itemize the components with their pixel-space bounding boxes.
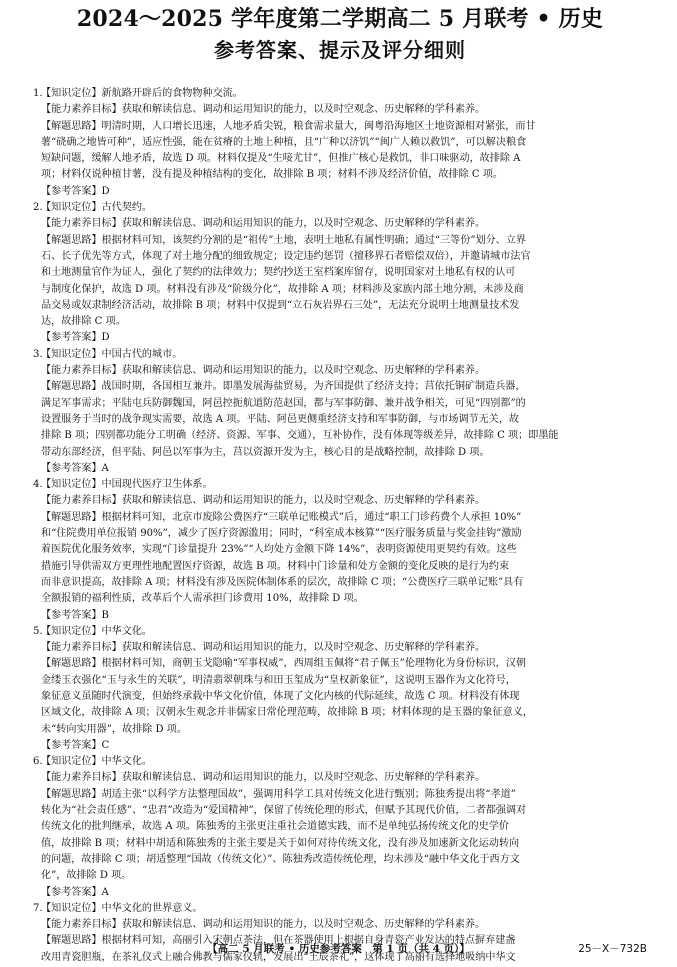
answer-text: 化”，故排除 D 项。 [41, 870, 132, 882]
answer-text: 短缺问题，缓解人地矛盾，故选 D 项。材料仅提及“生唼尤甘”，但推广核心是救饥，非口味驱动，故排除 A [41, 153, 521, 165]
answer-line [33, 656, 647, 672]
answer-line [33, 233, 647, 249]
answer-line [33, 901, 647, 917]
answer-text: 设置服务于当时的战争现实需要，故选 A 项。平陆、阿邑更侧重经济支持和军事防御，与市场调节无关，故 [41, 413, 520, 425]
answer-line [33, 330, 647, 346]
answer-line [33, 917, 647, 933]
answer-text: 区域文化，故排除 A 项；汉朝永生观念并非儒家日常伦理范畴，故排除 B 项；材料体现的是玉器的象征意义， [41, 707, 533, 719]
answer-text: 转化为“社会责任感”、“忠君”改造为“爱国精神”，保留了传统伦理的形式，但赋予其现代价值，二者都强调对 [41, 805, 527, 817]
answer-text: 满足军事需求；平陆屯兵防御魏国，阿邑控扼航道防范赵国，都与军事防御、兼并战争相关，可见“四别都”的 [41, 397, 526, 409]
answer-line [33, 510, 647, 526]
answer-text: 【参考答案】D [41, 185, 110, 197]
answer-line [33, 705, 647, 721]
answer-text: 【解题思路】根据材料可知，北京市废除公费医疗“三联单记账模式”后，通过“职工门诊药费个人承担 10%” [41, 511, 522, 523]
answer-line [33, 428, 647, 444]
answer-text: 措施引导供需双方更理性地配置医疗资源，故选 B 项。材料中门诊量和处方金额的变化反映的是行为约束 [41, 560, 510, 572]
footer-code: 25－X－732B [578, 943, 647, 955]
answer-text: 【参考答案】A [41, 886, 109, 898]
answer-line [33, 445, 647, 461]
answer-line [33, 102, 647, 118]
answer-line [33, 477, 647, 493]
answer-text: 【解题思路】明清时期，人口增长迅速，人地矛盾尖锐，粮食需求量大，闽粤沿海地区土地资源相对紧张，而甘 [41, 120, 536, 132]
answer-text: 【知识定位】中国现代医疗卫生体系。 [41, 479, 213, 491]
answer-text: 的问题，故排除 C 项；胡适整理“国故（传统文化）”、陈独秀改造传统伦理，均未涉及“融中华文化于西方文 [41, 853, 520, 865]
answer-text: 【能力素养目标】获取和解读信息、调动和运用知识的能力，以及时空观念、历史解释的学科素养。 [41, 365, 486, 377]
answer-text: 象征意义虽随时代演变，但始终承载中华文化价值，体现了文化内核的代际延续，故选 C 项。材料没有体现 [41, 690, 520, 702]
answer-line [33, 184, 647, 200]
answer-line [33, 575, 647, 591]
answer-line [33, 770, 647, 786]
answer-text: 【知识定位】古代契约。 [41, 202, 153, 214]
answer-text: 【能力素养目标】获取和解读信息、调动和运用知识的能力，以及时空观念、历史解释的学科素养。 [41, 218, 486, 230]
answer-text: 【解题思路】战国时期，各国相互兼并。即墨发展海盐贸易，为齐国提供了经济支持；莒依托铜矿制造兵器， [41, 381, 526, 393]
answer-text: 和土地测量官作为证人，强化了契约的法律效力；契约抄送王室档案库留存，说明国家对土地私有权的认可 [41, 267, 516, 279]
answer-line [33, 347, 647, 363]
answer-text: 未“转向实用器”，故排除 D 项。 [41, 723, 187, 735]
answer-text: 【参考答案】D [41, 332, 110, 344]
answer-line [33, 836, 647, 852]
answer-text: 传统文化的批判继承，故选 A 项。陈独秀的主张更注重社会道德实践，而不是单纯弘扬传统文化的史学价 [41, 821, 509, 833]
answer-text: 【知识定位】中国古代的城市。 [41, 348, 183, 360]
answer-text: 石、长子优先等方式，体现了对土地分配的细致规定；设定违约惩罚（擅移界石者赔偿双倍），并邀请城市法官 [41, 250, 531, 262]
answer-text: 【能力素养目标】获取和解读信息、调动和运用知识的能力，以及时空观念、历史解释的学科素养。 [41, 919, 486, 931]
answer-line [33, 412, 647, 428]
answer-line [33, 640, 647, 656]
answer-line [33, 216, 647, 232]
answer-text: 【能力素养目标】获取和解读信息、调动和运用知识的能力，以及时空观念、历史解释的学科素养。 [41, 642, 486, 654]
question-number: 3. [33, 348, 43, 360]
page-title: 2024～2025 学年度第二学期高二 5 月联考 • 历史 [76, 6, 604, 32]
answer-page [0, 4, 677, 967]
answer-text: 【知识定位】中华文化。 [41, 625, 153, 637]
answer-text: 项；材料仅说种植甘薯，没有提及种植结构的变化，故排除 B 项；材料不涉及经济价值，故排除 C 项。 [41, 169, 504, 181]
question-number: 1. [33, 88, 43, 99]
answer-line [33, 819, 647, 835]
answer-line [33, 559, 647, 575]
answer-line [33, 396, 647, 412]
answer-text: 薯“硗确之地皆可种”，适应性强，能在贫瘠的土地上种植，且“广种以济饥”“闽广人赖以救饥”，可以解决粮食 [41, 136, 527, 148]
answer-text: 和“住院费用单位报销 90%”，减少了医疗资源滥用；同时，“科室成本核算”“医疗服务质量与奖金挂钩”激励 [41, 528, 522, 540]
answer-line [33, 526, 647, 542]
answer-line [33, 135, 647, 151]
answer-line [33, 151, 647, 167]
answer-content [33, 86, 647, 966]
answer-line [33, 868, 647, 884]
answer-text: 而非意识提高，故排除 A 项；材料没有涉及医院体制体系的层次，故排除 C 项；“公费医疗三联单记账”具有 [41, 576, 524, 588]
answer-text: 【参考答案】B [41, 609, 109, 621]
answer-text: 【参考答案】A [41, 462, 109, 474]
answer-text: 改用青瓷胆瓶，在茶礼仪式上融合佛教与儒家仪轨，发展出“王辰茶礼”，这体现了高丽有选择地吸纳中华文 [41, 951, 516, 963]
answer-line [33, 461, 647, 477]
answer-line [33, 314, 647, 330]
answer-line [33, 542, 647, 558]
answer-line [33, 249, 647, 265]
page-subtitle: 参考答案、提示及评分细则 [214, 38, 466, 62]
answer-text: 【解题思路】根据材料可知，高丽引入宋朝点茶法，但在茶器使用上根据自身青瓷产业发达的特点摒弃建盏 [41, 935, 516, 947]
answer-text: 带动东部经济，但平陆、阿邑以军事为主，莒以资源开发为主，核心目的是战略控制，故排除 D 项。 [41, 446, 490, 458]
answer-line [33, 624, 647, 640]
answer-line [33, 493, 647, 509]
question-number: 5. [33, 625, 43, 637]
answer-text: 【解题思路】根据材料可知，该契约分割的是“祖传”土地，表明土地私有属性明确；通过“三等份”划分、立界 [41, 234, 526, 246]
answer-line [33, 200, 647, 216]
answer-text: 【解题思路】胡适主张“以科学方法整理国故”，强调用科学工具对传统文化进行甄别；陈独秀提出将“孝道” [41, 788, 516, 800]
answer-text: 【参考答案】C [41, 739, 110, 751]
answer-line [33, 754, 647, 770]
answer-text: 【知识定位】中华文化的世界意义。 [41, 902, 203, 914]
answer-line [33, 282, 647, 298]
answer-line [33, 298, 647, 314]
answer-text: 【知识定位】中华文化。 [41, 756, 153, 768]
answer-line [33, 852, 647, 868]
question-number: 7. [33, 902, 43, 914]
answer-line [33, 265, 647, 281]
answer-text: 【能力素养目标】获取和解读信息、调动和运用知识的能力，以及时空观念、历史解释的学科素养。 [41, 495, 486, 507]
answer-text: 达，故排除 C 项。 [41, 316, 126, 328]
question-number: 2. [33, 202, 43, 214]
answer-line [33, 363, 647, 379]
answer-text: 排除 B 项；四别都功能分工明确（经济、资源、军事、交通），互补协作，没有体现等级差异，故排除 C 项；即墨能 [41, 430, 559, 442]
answer-text: 【解题思路】根据材料可知，商朝玉戈隐喻“军事权威”，西周组玉佩将“君子佩玉”伦理物化为身份标识，汉朝 [41, 658, 526, 670]
answer-line [33, 738, 647, 754]
answer-line [33, 885, 647, 901]
footer-page-info: 【高二 5 月联考 • 历史参考答案 第 1 页（共 4 页）】 [207, 943, 470, 955]
question-number: 6. [33, 756, 43, 768]
answer-line [33, 119, 647, 135]
question-number: 4. [33, 479, 43, 491]
answer-text: 【知识定位】新航路开辟后的食物物种交流。 [41, 88, 243, 99]
answer-line [33, 591, 647, 607]
answer-line [33, 787, 647, 803]
answer-line [33, 689, 647, 705]
answer-text: 【能力素养目标】获取和解读信息、调动和运用知识的能力，以及时空观念、历史解释的学科素养。 [41, 772, 486, 784]
answer-line [33, 722, 647, 738]
answer-line [33, 167, 647, 183]
answer-line [33, 86, 647, 102]
answer-line [33, 379, 647, 395]
answer-line [33, 608, 647, 624]
answer-text: 值，故排除 B 项；材料中胡适和陈独秀的主张主要是关于如何对待传统文化，没有涉及加速新文化运动转向 [41, 837, 520, 849]
answer-line [33, 803, 647, 819]
answer-text: 金缕玉衣强化“玉与永生的关联”，明清翡翠朝珠与和田玉玺成为“皇权新象征”，这说明玉器作为文化符号， [41, 674, 516, 686]
answer-text: 【能力素养目标】获取和解读信息、调动和运用知识的能力，以及时空观念、历史解释的学科素养。 [41, 104, 486, 116]
answer-line [33, 673, 647, 689]
answer-text: 全额报销的福利性质，改革后个人需承担门诊费用 10%，故排除 D 项。 [41, 593, 364, 605]
answer-text: 与制度化保护，故选 D 项。材料没有涉及“阶级分化”，故排除 A 项；材料涉及家族内部土地分割，未涉及商 [41, 283, 524, 295]
answer-text: 品交易或奴隶制经济活动，故排除 B 项；材料中仅提到“立石灰岩界石三处”，无法充分说明土地测量技术发 [41, 299, 520, 311]
answer-text: 着医院优化服务效率，实现“门诊量提升 23%”“人均处方金额下降 14%”，表明资源使用更契约有效。这些 [41, 544, 517, 556]
